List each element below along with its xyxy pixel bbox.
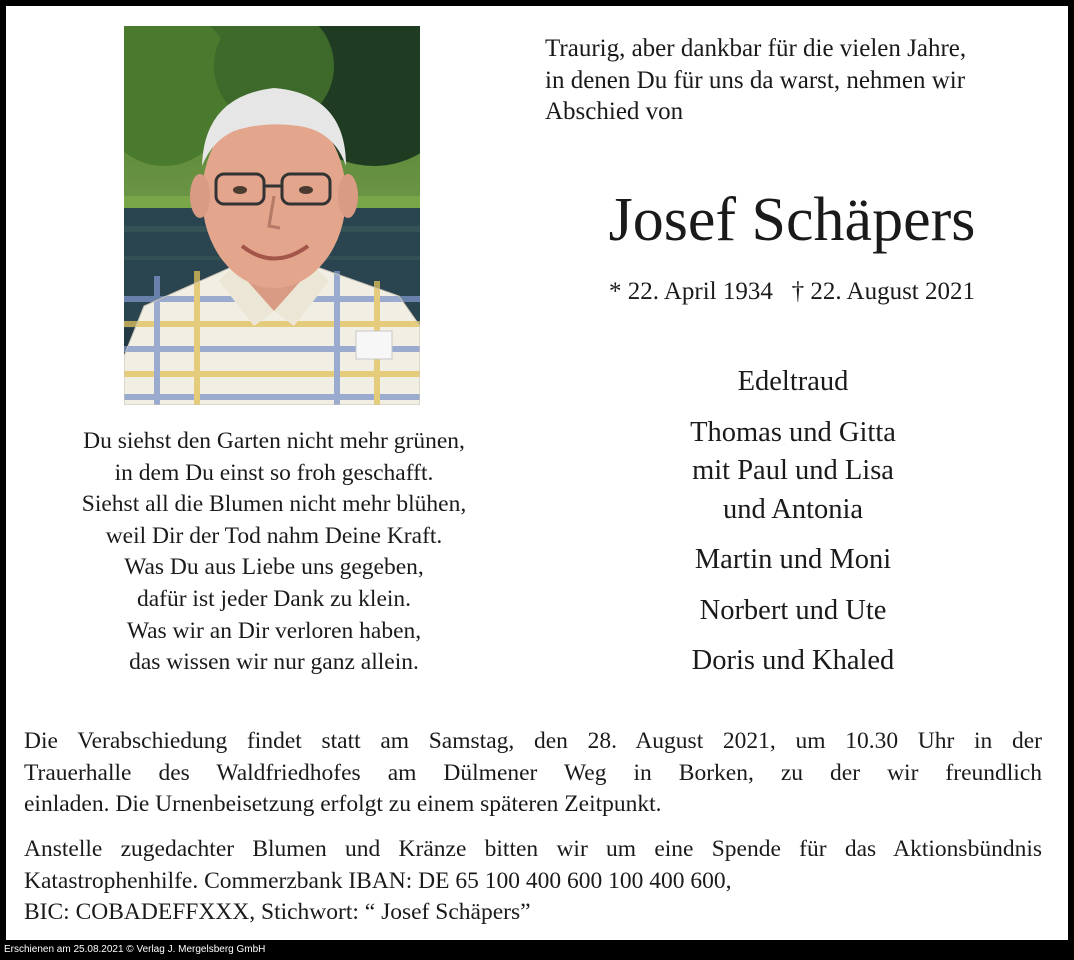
family-group — [593, 592, 993, 631]
family-member: Thomas und Gitta — [690, 416, 896, 448]
donation-paragraph — [24, 834, 1042, 929]
family-member: Edeltraud — [737, 366, 849, 397]
poem — [24, 426, 524, 679]
intro-line: Abschied von — [545, 98, 684, 125]
family-list — [593, 363, 993, 681]
family-group — [593, 541, 993, 580]
donation-line: BIC: COBADEFFXXX, Stichwort: “ Josef Schäpers” — [24, 899, 531, 925]
poem-line: das wissen wir nur ganz allein. — [129, 649, 419, 676]
family-member: Doris und Khaled — [691, 645, 895, 676]
family-member: Norbert und Ute — [699, 594, 887, 626]
service-line: einladen. Die Urnenbeisetzung erfolgt zu einem späteren Zeitpunkt. — [24, 791, 662, 817]
service-line: Trauerhalle des Waldfriedhofes am Dülmener Weg in Borken, zu der wir freundlich — [24, 759, 1042, 786]
family-member: mit Paul und Lisa — [692, 455, 894, 486]
poem-line: Siehst all die Blumen nicht mehr blühen, — [81, 491, 467, 518]
death-date: † 22. August 2021 — [791, 278, 975, 305]
publication-footer: Erschienen am 25.08.2021 © Verlag J. Mergelsberg GmbH — [0, 940, 1074, 960]
obituary-card — [6, 6, 1068, 940]
deceased-name: Josef Schäpers — [608, 186, 976, 254]
poem-line: dafür ist jeder Dank zu klein. — [136, 585, 412, 612]
life-dates — [546, 277, 1038, 307]
family-member: und Antonia — [722, 493, 864, 525]
donation-line: Anstelle zugedachter Blumen und Kränze bitten wir um eine Spende für das Aktionsbündnis — [24, 836, 1042, 862]
donation-line: Katastrophenhilfe. Commerzbank IBAN: DE 65 100 400 600 100 400 600, — [24, 867, 732, 894]
service-line: Die Verabschiedung findet statt am Samstag, den 28. August 2021, um 10.30 Uhr in der — [24, 728, 1042, 754]
intro-line: in denen Du für uns da warst, nehmen wir — [545, 66, 966, 94]
family-group — [593, 642, 993, 681]
intro-line: Traurig, aber dankbar für die vielen Jahre, — [545, 35, 967, 62]
portrait-illustration — [124, 26, 420, 405]
family-group — [593, 363, 993, 402]
poem-line: Was Du aus Liebe uns gegeben, — [124, 554, 424, 581]
poem-line: Du siehst den Garten nicht mehr grünen, — [83, 428, 465, 454]
birth-date: * 22. April 1934 — [608, 278, 773, 305]
family-member: Martin und Moni — [694, 544, 892, 575]
service-paragraph — [24, 726, 1042, 821]
portrait-photo — [124, 26, 420, 405]
poem-line: Was wir an Dir verloren haben, — [126, 617, 422, 644]
family-group — [593, 414, 993, 530]
poem-line: weil Dir der Tod nahm Deine Kraft. — [105, 522, 443, 549]
intro-text — [545, 33, 1045, 128]
poem-line: in dem Du einst so froh geschafft. — [114, 459, 434, 486]
